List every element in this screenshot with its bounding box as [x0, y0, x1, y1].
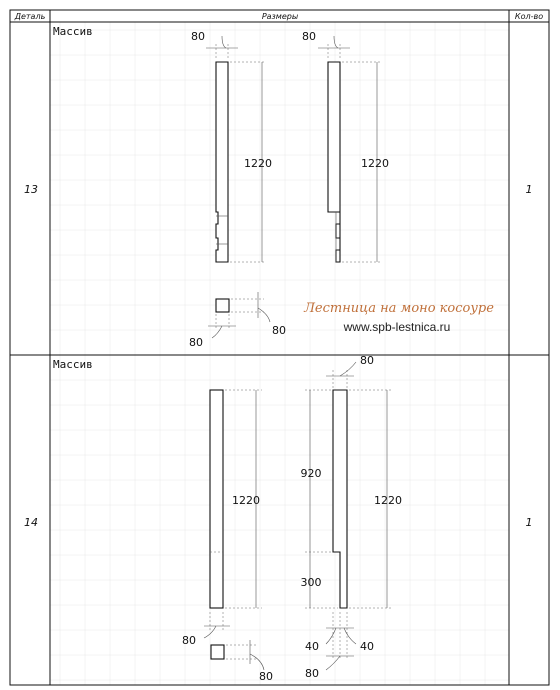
- dim-13-right-height: 1220: [361, 157, 389, 170]
- qty-14: 1: [525, 516, 533, 529]
- detail-number-14: 14: [24, 516, 38, 529]
- dim-14-right-upper: 920: [300, 467, 322, 480]
- dim-13-left-height: 1220: [244, 157, 272, 170]
- part-13-left-view: [206, 36, 266, 262]
- material-label-14: Массив: [53, 358, 93, 371]
- dim-14-notch-right: 40: [360, 640, 374, 653]
- dim-13-right-width: 80: [302, 30, 316, 43]
- background-grid: [50, 22, 509, 685]
- dim-14-right-bottom-width: 80: [305, 667, 319, 680]
- dim-14-notch-left: 40: [305, 640, 319, 653]
- dim-14-right-total: 1220: [374, 494, 402, 507]
- table-frame: [10, 10, 549, 685]
- part-14-right-view: [305, 362, 392, 670]
- dim-14-right-top-width: 80: [360, 354, 374, 367]
- dim-14-right-lower: 300: [300, 576, 322, 589]
- header-sizes: Размеры: [261, 12, 299, 21]
- detail-number-13: 13: [24, 183, 38, 196]
- dim-13-section-width: 80: [189, 336, 203, 349]
- part-13-right-view: [318, 36, 382, 262]
- watermark-url: www.spb-lestnica.ru: [343, 320, 451, 334]
- dim-13-left-width: 80: [191, 30, 205, 43]
- dim-13-section-depth: 80: [272, 324, 286, 337]
- part-14-left-view: [204, 390, 262, 638]
- header-qty: Кол-во: [514, 12, 544, 21]
- header-detail: Деталь: [14, 12, 46, 21]
- material-label-13: Массив: [53, 25, 93, 38]
- qty-13: 1: [525, 183, 533, 196]
- dim-14-left-width: 80: [182, 634, 196, 647]
- watermark-title: Лестница на моно косоуре: [304, 301, 494, 316]
- part-13-section: [208, 292, 270, 338]
- dim-14-section-depth: 80: [259, 670, 273, 683]
- dim-14-left-height: 1220: [232, 494, 260, 507]
